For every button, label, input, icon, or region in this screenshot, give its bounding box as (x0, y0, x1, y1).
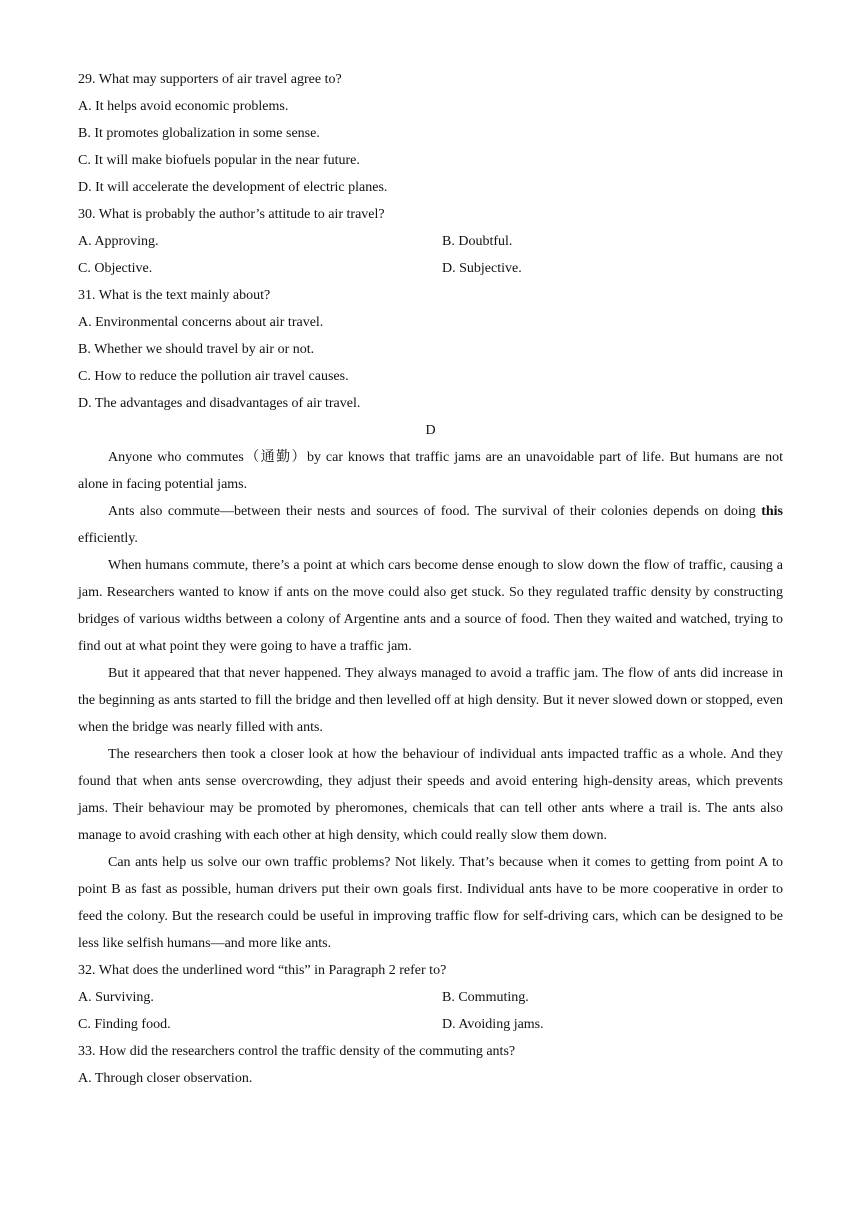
document-content (78, 66, 783, 1092)
question-31-option-c: C. How to reduce the pollution air travel causes. (78, 369, 349, 384)
question-32-option-b: B. Commuting. (442, 990, 529, 1005)
underlined-word-this: this (761, 504, 783, 519)
question-32-option-a: A. Surviving. (78, 990, 154, 1005)
question-30-option-b: B. Doubtful. (442, 234, 513, 249)
passage-paragraph-3: When humans commute, there’s a point at which cars become dense enough to slow down the flow of traffic, causing a jam. Researchers wanted to know if ants on the move could also get stuck. So they regulated traffic density by constructing bridges of various widths between a colony of Argentine ants and a source of food. Then they waited and watched, trying to find out at what point they were going to have a traffic jam. (78, 558, 783, 654)
question-31-option-a: A. Environmental concerns about air travel. (78, 315, 324, 330)
question-30-stem: 30. What is probably the author’s attitude to air travel? (78, 207, 385, 222)
question-30-option-d: D. Subjective. (442, 261, 522, 276)
passage-paragraph-4: But it appeared that that never happened. They always managed to avoid a traffic jam. The flow of ants did increase in the beginning as ants started to fill the bridge and then levelled off at high density. But it never slowed down or stopped, even when the bridge was nearly filled with ants. (78, 666, 783, 735)
question-29-option-d: D. It will accelerate the development of electric planes. (78, 180, 388, 195)
passage-paragraph-5: The researchers then took a closer look at how the behaviour of individual ants impacted traffic as a whole. And they found that when ants sense overcrowding, they adjust their speeds and avoid entering high-density areas, which prevents jams. Their behaviour may be promoted by pheromones, chemicals that can tell other ants where a trail is. The ants also manage to avoid crashing with each other at high density, which could really slow them down. (78, 747, 783, 843)
question-29-option-a: A. It helps avoid economic problems. (78, 99, 289, 114)
question-33-option-a: A. Through closer observation. (78, 1071, 253, 1086)
question-30-option-c: C. Objective. (78, 261, 153, 276)
passage-paragraph-6: Can ants help us solve our own traffic problems? Not likely. That’s because when it comes to getting from point A to point B as fast as possible, human drivers put their own goals first. Individual ants have to be more cooperative in order to feed the colony. But the research could be useful in improving traffic flow for self-driving cars, which can be designed to be less like selfish humans—and more like ants. (78, 855, 783, 951)
question-31-option-d: D. The advantages and disadvantages of air travel. (78, 396, 361, 411)
question-32-options-row-1 (78, 984, 783, 1011)
question-30-options-row-1 (78, 228, 783, 255)
question-31-stem: 31. What is the text mainly about? (78, 288, 271, 303)
passage-paragraph-2-text-before: Ants also commute—between their nests and sources of food. The survival of their colonies depends on doing (108, 504, 762, 519)
question-32-option-d: D. Avoiding jams. (442, 1017, 544, 1032)
question-32-stem: 32. What does the underlined word “this” in Paragraph 2 refer to? (78, 963, 447, 978)
question-32-options-row-2 (78, 1011, 783, 1038)
passage-paragraph-2 (78, 498, 783, 552)
question-32-option-c: C. Finding food. (78, 1017, 171, 1032)
passage-paragraph-2-text-after: efficiently. (78, 531, 138, 546)
question-30-options-row-2 (78, 255, 783, 282)
question-30-option-a: A. Approving. (78, 234, 159, 249)
question-29-stem: 29. What may supporters of air travel agree to? (78, 72, 342, 87)
question-33-stem: 33. How did the researchers control the traffic density of the commuting ants? (78, 1044, 516, 1059)
section-heading-d: D (425, 423, 436, 438)
question-29-option-b: B. It promotes globalization in some sense. (78, 126, 320, 141)
question-31-option-b: B. Whether we should travel by air or not. (78, 342, 315, 357)
question-29-option-c: C. It will make biofuels popular in the near future. (78, 153, 360, 168)
passage-paragraph-1: Anyone who commutes（通勤）by car knows that traffic jams are an unavoidable part of life. But humans are not alone in facing potential jams. (78, 450, 783, 492)
